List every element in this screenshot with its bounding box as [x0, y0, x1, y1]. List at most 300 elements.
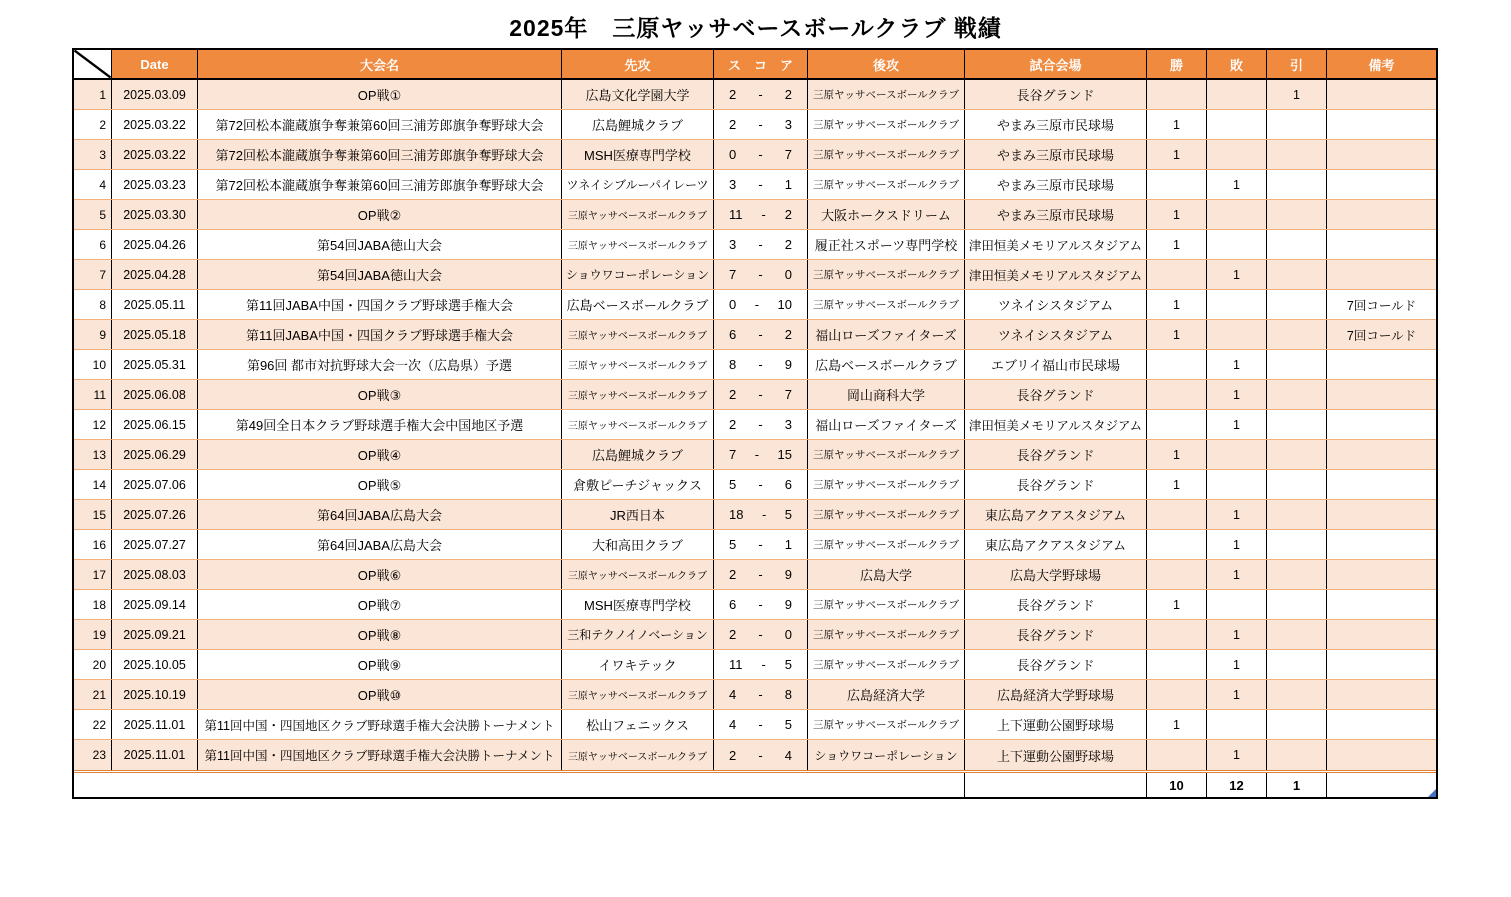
- score-left-value: 8: [729, 357, 737, 372]
- score-right-value: 8: [784, 687, 792, 702]
- row-number-cell[interactable]: 13: [74, 440, 112, 469]
- tournament-cell[interactable]: 第11回中国・四国地区クラブ野球選手権大会決勝トーナメント: [198, 710, 562, 739]
- remarks-cell[interactable]: [1327, 350, 1436, 379]
- date-cell[interactable]: 2025.07.06: [112, 470, 198, 499]
- col-header-score[interactable]: ス コ ア: [714, 50, 808, 78]
- table-row: [74, 530, 1436, 560]
- col-header-loss[interactable]: 敗: [1207, 50, 1267, 78]
- score-left-value: 2: [729, 417, 737, 432]
- venue-cell[interactable]: やまみ三原市民球場: [965, 200, 1147, 229]
- first-team-cell[interactable]: 三原ヤッサベースボールクラブ: [562, 320, 714, 349]
- venue-cell[interactable]: 長谷グランド: [965, 80, 1147, 109]
- draw-cell[interactable]: [1267, 740, 1327, 770]
- row-number-cell[interactable]: 21: [74, 680, 112, 709]
- first-team-cell[interactable]: MSH医療専門学校: [562, 140, 714, 169]
- venue-cell[interactable]: 津田恒美メモリアルスタジアム: [965, 410, 1147, 439]
- date-cell[interactable]: 2025.09.14: [112, 590, 198, 619]
- date-cell[interactable]: 2025.07.27: [112, 530, 198, 559]
- second-team-cell[interactable]: 三原ヤッサベースボールクラブ: [808, 80, 965, 109]
- venue-cell[interactable]: やまみ三原市民球場: [965, 110, 1147, 139]
- second-team-cell[interactable]: 広島大学: [808, 560, 965, 589]
- totals-empty-left-cell[interactable]: [74, 773, 965, 797]
- date-cell[interactable]: 2025.11.01: [112, 710, 198, 739]
- remarks-cell[interactable]: [1327, 560, 1436, 589]
- score-separator: -: [758, 387, 763, 402]
- remarks-cell[interactable]: [1327, 590, 1436, 619]
- corner-diagonal-cell[interactable]: [74, 50, 112, 78]
- loss-cell[interactable]: [1207, 290, 1267, 319]
- score-right-value: 2: [784, 327, 792, 342]
- win-cell[interactable]: 1: [1147, 290, 1207, 319]
- venue-cell[interactable]: やまみ三原市民球場: [965, 140, 1147, 169]
- draw-cell[interactable]: [1267, 680, 1327, 709]
- win-cell[interactable]: 1: [1147, 230, 1207, 259]
- tournament-cell[interactable]: 第72回松本瀧蔵旗争奪兼第60回三浦芳郎旗争奪野球大会: [198, 140, 562, 169]
- second-team-cell[interactable]: 岡山商科大学: [808, 380, 965, 409]
- score-right-value: 10: [777, 297, 792, 312]
- score-cell[interactable]: [714, 500, 808, 529]
- win-cell[interactable]: [1147, 650, 1207, 679]
- score-left-value: 0: [729, 147, 737, 162]
- win-cell[interactable]: 1: [1147, 710, 1207, 739]
- table-row: [74, 140, 1436, 170]
- score-cell[interactable]: [714, 560, 808, 589]
- tournament-cell[interactable]: OP戦⑦: [198, 590, 562, 619]
- second-team-cell[interactable]: 広島経済大学: [808, 680, 965, 709]
- totals-loss-cell[interactable]: 12: [1207, 773, 1267, 797]
- tournament-cell[interactable]: 第72回松本瀧蔵旗争奪兼第60回三浦芳郎旗争奪野球大会: [198, 110, 562, 139]
- tournament-cell[interactable]: OP戦⑧: [198, 620, 562, 649]
- score-cell[interactable]: [714, 320, 808, 349]
- remarks-cell[interactable]: [1327, 410, 1436, 439]
- loss-cell[interactable]: [1207, 320, 1267, 349]
- table-row: [74, 710, 1436, 740]
- score-left-value: 4: [729, 687, 737, 702]
- score-cell[interactable]: [714, 290, 808, 319]
- win-cell[interactable]: [1147, 170, 1207, 199]
- score-cell[interactable]: [714, 590, 808, 619]
- first-team-cell[interactable]: 三和テクノイノベーション: [562, 620, 714, 649]
- loss-cell[interactable]: 1: [1207, 650, 1267, 679]
- second-team-cell[interactable]: 三原ヤッサベースボールクラブ: [808, 500, 965, 529]
- second-team-cell[interactable]: 三原ヤッサベースボールクラブ: [808, 260, 965, 289]
- tournament-cell[interactable]: OP戦②: [198, 200, 562, 229]
- first-team-cell[interactable]: 広島鯉城クラブ: [562, 440, 714, 469]
- first-team-cell[interactable]: 三原ヤッサベースボールクラブ: [562, 380, 714, 409]
- loss-cell[interactable]: 1: [1207, 500, 1267, 529]
- draw-cell[interactable]: [1267, 590, 1327, 619]
- venue-cell[interactable]: 長谷グランド: [965, 470, 1147, 499]
- remarks-cell[interactable]: [1327, 200, 1436, 229]
- second-team-cell[interactable]: 三原ヤッサベースボールクラブ: [808, 530, 965, 559]
- row-number-cell[interactable]: 20: [74, 650, 112, 679]
- win-cell[interactable]: [1147, 410, 1207, 439]
- date-cell[interactable]: 2025.04.28: [112, 260, 198, 289]
- row-number-cell[interactable]: 19: [74, 620, 112, 649]
- table-row: [74, 200, 1436, 230]
- draw-cell[interactable]: [1267, 560, 1327, 589]
- score-right-value: 1: [784, 537, 792, 552]
- remarks-cell[interactable]: [1327, 260, 1436, 289]
- venue-cell[interactable]: 長谷グランド: [965, 620, 1147, 649]
- score-cell[interactable]: [714, 140, 808, 169]
- row-number-cell[interactable]: 5: [74, 200, 112, 229]
- tournament-cell[interactable]: 第49回全日本クラブ野球選手権大会中国地区予選: [198, 410, 562, 439]
- score-left-value: 2: [729, 387, 737, 402]
- table-row: [74, 440, 1436, 470]
- tournament-cell[interactable]: OP戦①: [198, 80, 562, 109]
- tournament-cell[interactable]: 第64回JABA広島大会: [198, 530, 562, 559]
- tournament-cell[interactable]: 第11回JABA中国・四国クラブ野球選手権大会: [198, 320, 562, 349]
- totals-win-cell[interactable]: 10: [1147, 773, 1207, 797]
- totals-row: [74, 770, 1436, 797]
- row-number-cell[interactable]: 4: [74, 170, 112, 199]
- tournament-cell[interactable]: 第72回松本瀧蔵旗争奪兼第60回三浦芳郎旗争奪野球大会: [198, 170, 562, 199]
- remarks-cell[interactable]: [1327, 170, 1436, 199]
- col-header-venue[interactable]: 試合会場: [965, 50, 1147, 78]
- loss-cell[interactable]: [1207, 590, 1267, 619]
- win-cell[interactable]: 1: [1147, 140, 1207, 169]
- tournament-cell[interactable]: OP戦⑨: [198, 650, 562, 679]
- win-cell[interactable]: [1147, 350, 1207, 379]
- table-row: [74, 410, 1436, 440]
- second-team-cell[interactable]: 三原ヤッサベースボールクラブ: [808, 440, 965, 469]
- totals-draw-cell[interactable]: 1: [1267, 773, 1327, 797]
- tournament-cell[interactable]: OP戦④: [198, 440, 562, 469]
- first-team-cell[interactable]: 三原ヤッサベースボールクラブ: [562, 560, 714, 589]
- first-team-cell[interactable]: 三原ヤッサベースボールクラブ: [562, 410, 714, 439]
- col-header-second-team[interactable]: 後攻: [808, 50, 965, 78]
- score-separator: -: [761, 507, 767, 522]
- table-row: [74, 110, 1436, 140]
- score-separator: -: [758, 117, 763, 132]
- score-separator: -: [758, 717, 763, 732]
- venue-cell[interactable]: ツネイシスタジアム: [965, 320, 1147, 349]
- loss-cell[interactable]: 1: [1207, 530, 1267, 559]
- remarks-cell[interactable]: [1327, 140, 1436, 169]
- second-team-cell[interactable]: 福山ローズファイターズ: [808, 410, 965, 439]
- remarks-cell[interactable]: [1327, 470, 1436, 499]
- loss-cell[interactable]: [1207, 140, 1267, 169]
- date-cell[interactable]: 2025.03.23: [112, 170, 198, 199]
- date-cell[interactable]: 2025.03.22: [112, 140, 198, 169]
- score-cell[interactable]: [714, 710, 808, 739]
- loss-cell[interactable]: [1207, 110, 1267, 139]
- remarks-cell[interactable]: [1327, 380, 1436, 409]
- loss-cell[interactable]: 1: [1207, 620, 1267, 649]
- first-team-cell[interactable]: 三原ヤッサベースボールクラブ: [562, 350, 714, 379]
- first-team-cell[interactable]: MSH医療専門学校: [562, 590, 714, 619]
- first-team-cell[interactable]: 広島ベースボールクラブ: [562, 290, 714, 319]
- venue-cell[interactable]: やまみ三原市民球場: [965, 170, 1147, 199]
- score-left-value: 11: [729, 657, 743, 672]
- draw-cell[interactable]: [1267, 710, 1327, 739]
- date-cell[interactable]: 2025.03.30: [112, 200, 198, 229]
- score-cell[interactable]: [714, 620, 808, 649]
- win-cell[interactable]: 1: [1147, 440, 1207, 469]
- second-team-cell[interactable]: 大阪ホークスドリーム: [808, 200, 965, 229]
- tournament-cell[interactable]: 第54回JABA徳山大会: [198, 260, 562, 289]
- win-cell[interactable]: [1147, 80, 1207, 109]
- date-cell[interactable]: 2025.07.26: [112, 500, 198, 529]
- col-header-first-team[interactable]: 先攻: [562, 50, 714, 78]
- draw-cell[interactable]: [1267, 260, 1327, 289]
- score-separator: -: [758, 477, 763, 492]
- score-cell[interactable]: [714, 650, 808, 679]
- first-team-cell[interactable]: 三原ヤッサベースボールクラブ: [562, 740, 714, 770]
- date-cell[interactable]: 2025.03.22: [112, 110, 198, 139]
- venue-cell[interactable]: 広島経済大学野球場: [965, 680, 1147, 709]
- win-cell[interactable]: [1147, 680, 1207, 709]
- loss-cell[interactable]: [1207, 230, 1267, 259]
- row-number-cell[interactable]: 12: [74, 410, 112, 439]
- row-number-cell[interactable]: 22: [74, 710, 112, 739]
- draw-cell[interactable]: [1267, 320, 1327, 349]
- draw-cell[interactable]: [1267, 500, 1327, 529]
- first-team-cell[interactable]: ツネイシブルーパイレーツ: [562, 170, 714, 199]
- row-number-cell[interactable]: 23: [74, 740, 112, 770]
- loss-cell[interactable]: 1: [1207, 260, 1267, 289]
- loss-cell[interactable]: [1207, 200, 1267, 229]
- loss-cell[interactable]: [1207, 470, 1267, 499]
- score-left-value: 4: [729, 717, 737, 732]
- row-number-cell[interactable]: 16: [74, 530, 112, 559]
- draw-cell[interactable]: [1267, 230, 1327, 259]
- first-team-cell[interactable]: 松山フェニックス: [562, 710, 714, 739]
- win-cell[interactable]: 1: [1147, 200, 1207, 229]
- draw-cell[interactable]: [1267, 410, 1327, 439]
- draw-cell[interactable]: [1267, 140, 1327, 169]
- win-cell[interactable]: 1: [1147, 470, 1207, 499]
- score-left-value: 2: [729, 117, 737, 132]
- win-cell[interactable]: [1147, 260, 1207, 289]
- date-cell[interactable]: 2025.06.08: [112, 380, 198, 409]
- score-cell[interactable]: [714, 200, 808, 229]
- second-team-cell[interactable]: 履正社スポーツ専門学校: [808, 230, 965, 259]
- date-cell[interactable]: 2025.10.05: [112, 650, 198, 679]
- first-team-cell[interactable]: 広島鯉城クラブ: [562, 110, 714, 139]
- row-number-cell[interactable]: 3: [74, 140, 112, 169]
- win-cell[interactable]: [1147, 530, 1207, 559]
- loss-cell[interactable]: 1: [1207, 680, 1267, 709]
- remarks-cell[interactable]: [1327, 680, 1436, 709]
- row-number-cell[interactable]: 10: [74, 350, 112, 379]
- venue-cell[interactable]: 長谷グランド: [965, 650, 1147, 679]
- date-cell[interactable]: 2025.05.11: [112, 290, 198, 319]
- win-cell[interactable]: [1147, 620, 1207, 649]
- date-cell[interactable]: 2025.05.31: [112, 350, 198, 379]
- date-cell[interactable]: 2025.04.26: [112, 230, 198, 259]
- col-header-tournament[interactable]: 大会名: [198, 50, 562, 78]
- first-team-cell[interactable]: 広島文化学園大学: [562, 80, 714, 109]
- loss-cell[interactable]: 1: [1207, 350, 1267, 379]
- second-team-cell[interactable]: 三原ヤッサベースボールクラブ: [808, 620, 965, 649]
- remarks-cell[interactable]: 7回コールド: [1346, 298, 1417, 313]
- win-cell[interactable]: [1147, 740, 1207, 770]
- loss-cell[interactable]: 1: [1207, 170, 1267, 199]
- venue-cell[interactable]: 広島大学野球場: [965, 560, 1147, 589]
- first-team-cell[interactable]: 倉敷ピーチジャックス: [562, 470, 714, 499]
- win-cell[interactable]: 1: [1147, 110, 1207, 139]
- second-team-cell[interactable]: 三原ヤッサベースボールクラブ: [808, 590, 965, 619]
- second-team-cell[interactable]: 三原ヤッサベースボールクラブ: [808, 140, 965, 169]
- remarks-cell[interactable]: [1327, 110, 1436, 139]
- row-number-cell[interactable]: 15: [74, 500, 112, 529]
- score-cell[interactable]: [714, 260, 808, 289]
- second-team-cell[interactable]: 三原ヤッサベースボールクラブ: [808, 710, 965, 739]
- score-cell[interactable]: [714, 440, 808, 469]
- draw-cell[interactable]: [1267, 380, 1327, 409]
- remarks-cell[interactable]: [1327, 650, 1436, 679]
- draw-cell[interactable]: [1267, 650, 1327, 679]
- tournament-cell[interactable]: 第54回JABA徳山大会: [198, 230, 562, 259]
- date-cell[interactable]: 2025.10.19: [112, 680, 198, 709]
- score-cell[interactable]: [714, 680, 808, 709]
- loss-cell[interactable]: [1207, 80, 1267, 109]
- loss-cell[interactable]: 1: [1207, 410, 1267, 439]
- first-team-cell[interactable]: 三原ヤッサベースボールクラブ: [562, 230, 714, 259]
- first-team-cell[interactable]: イワキテック: [562, 650, 714, 679]
- second-team-cell[interactable]: 三原ヤッサベースボールクラブ: [808, 650, 965, 679]
- loss-cell[interactable]: [1207, 440, 1267, 469]
- remarks-cell[interactable]: [1327, 710, 1436, 739]
- date-cell[interactable]: 2025.11.01: [112, 740, 198, 770]
- win-cell[interactable]: [1147, 500, 1207, 529]
- win-cell[interactable]: 1: [1147, 590, 1207, 619]
- venue-cell[interactable]: 上下運動公園野球場: [965, 740, 1147, 770]
- loss-cell[interactable]: 1: [1207, 380, 1267, 409]
- tournament-cell[interactable]: 第96回 都市対抗野球大会一次（広島県）予選: [198, 350, 562, 379]
- venue-cell[interactable]: ツネイシスタジアム: [965, 290, 1147, 319]
- tournament-cell[interactable]: OP戦⑥: [198, 560, 562, 589]
- score-cell[interactable]: [714, 230, 808, 259]
- venue-cell[interactable]: 長谷グランド: [965, 380, 1147, 409]
- table-row: [74, 650, 1436, 680]
- col-header-draw[interactable]: 引: [1267, 50, 1327, 78]
- second-team-cell[interactable]: 三原ヤッサベースボールクラブ: [808, 170, 965, 199]
- score-cell[interactable]: [714, 740, 808, 770]
- second-team-cell[interactable]: 三原ヤッサベースボールクラブ: [808, 470, 965, 499]
- venue-cell[interactable]: 東広島アクアスタジアム: [965, 530, 1147, 559]
- venue-cell[interactable]: エブリイ福山市民球場: [965, 350, 1147, 379]
- remarks-cell[interactable]: 7回コールド: [1346, 328, 1417, 343]
- remarks-cell[interactable]: [1327, 440, 1436, 469]
- draw-cell[interactable]: [1267, 620, 1327, 649]
- loss-cell[interactable]: [1207, 710, 1267, 739]
- tournament-cell[interactable]: OP戦⑤: [198, 470, 562, 499]
- loss-cell[interactable]: 1: [1207, 560, 1267, 589]
- tournament-cell[interactable]: OP戦⑩: [198, 680, 562, 709]
- row-number-cell[interactable]: 17: [74, 560, 112, 589]
- date-cell[interactable]: 2025.05.18: [112, 320, 198, 349]
- row-number-cell[interactable]: 2: [74, 110, 112, 139]
- score-cell[interactable]: [714, 380, 808, 409]
- totals-remarks-cell[interactable]: [1327, 773, 1436, 797]
- venue-cell[interactable]: 長谷グランド: [965, 440, 1147, 469]
- draw-cell[interactable]: 1: [1267, 80, 1327, 109]
- first-team-cell[interactable]: 大和高田クラブ: [562, 530, 714, 559]
- row-number-cell[interactable]: 14: [74, 470, 112, 499]
- second-team-cell[interactable]: 福山ローズファイターズ: [808, 320, 965, 349]
- date-cell[interactable]: 2025.09.21: [112, 620, 198, 649]
- remarks-cell[interactable]: [1327, 230, 1436, 259]
- row-number-cell[interactable]: 7: [74, 260, 112, 289]
- remarks-cell[interactable]: [1327, 740, 1436, 770]
- draw-cell[interactable]: [1267, 200, 1327, 229]
- remarks-cell[interactable]: [1327, 80, 1436, 109]
- score-cell[interactable]: [714, 530, 808, 559]
- row-number-cell[interactable]: 9: [74, 320, 112, 349]
- venue-cell[interactable]: 津田恒美メモリアルスタジアム: [965, 230, 1147, 259]
- draw-cell[interactable]: [1267, 110, 1327, 139]
- score-cell[interactable]: [714, 170, 808, 199]
- tournament-cell[interactable]: 第11回JABA中国・四国クラブ野球選手権大会: [198, 290, 562, 319]
- col-header-win[interactable]: 勝: [1147, 50, 1207, 78]
- venue-cell[interactable]: 東広島アクアスタジアム: [965, 500, 1147, 529]
- totals-venue-cell[interactable]: [965, 773, 1147, 797]
- tournament-cell[interactable]: OP戦③: [198, 380, 562, 409]
- row-number-cell[interactable]: 18: [74, 590, 112, 619]
- score-right-value: 5: [784, 717, 792, 732]
- win-cell[interactable]: [1147, 380, 1207, 409]
- second-team-cell[interactable]: 広島ベースボールクラブ: [808, 350, 965, 379]
- remarks-cell[interactable]: [1327, 620, 1436, 649]
- second-team-cell[interactable]: 三原ヤッサベースボールクラブ: [808, 290, 965, 319]
- draw-cell[interactable]: [1267, 530, 1327, 559]
- score-cell[interactable]: [714, 350, 808, 379]
- venue-cell[interactable]: 長谷グランド: [965, 590, 1147, 619]
- row-number-cell[interactable]: 6: [74, 230, 112, 259]
- second-team-cell[interactable]: 三原ヤッサベースボールクラブ: [808, 110, 965, 139]
- loss-cell[interactable]: 1: [1207, 740, 1267, 770]
- col-header-remarks[interactable]: 備考: [1327, 50, 1436, 78]
- draw-cell[interactable]: [1267, 350, 1327, 379]
- score-cell[interactable]: [714, 470, 808, 499]
- date-cell[interactable]: 2025.06.15: [112, 410, 198, 439]
- date-cell[interactable]: 2025.08.03: [112, 560, 198, 589]
- second-team-cell[interactable]: ショウワコーポレーション: [808, 740, 965, 770]
- win-cell[interactable]: [1147, 560, 1207, 589]
- row-number-cell[interactable]: 11: [74, 380, 112, 409]
- row-number-cell[interactable]: 8: [74, 290, 112, 319]
- score-cell[interactable]: [714, 410, 808, 439]
- win-cell[interactable]: 1: [1147, 320, 1207, 349]
- score-right-value: 7: [784, 147, 792, 162]
- draw-cell[interactable]: [1267, 470, 1327, 499]
- draw-cell[interactable]: [1267, 290, 1327, 319]
- tournament-cell[interactable]: 第11回中国・四国地区クラブ野球選手権大会決勝トーナメント: [198, 740, 562, 770]
- score-cell[interactable]: [714, 110, 808, 139]
- first-team-cell[interactable]: 三原ヤッサベースボールクラブ: [562, 680, 714, 709]
- score-cell[interactable]: [714, 80, 808, 109]
- date-cell[interactable]: 2025.03.09: [112, 80, 198, 109]
- venue-cell[interactable]: 津田恒美メモリアルスタジアム: [965, 260, 1147, 289]
- remarks-cell[interactable]: [1327, 530, 1436, 559]
- score-left-value: 6: [729, 327, 737, 342]
- score-right-value: 5: [784, 657, 792, 672]
- remarks-cell[interactable]: [1327, 500, 1436, 529]
- tournament-cell[interactable]: 第64回JABA広島大会: [198, 500, 562, 529]
- first-team-cell[interactable]: ショウワコーポレーション: [562, 260, 714, 289]
- date-cell[interactable]: 2025.06.29: [112, 440, 198, 469]
- row-number-cell[interactable]: 1: [74, 80, 112, 109]
- draw-cell[interactable]: [1267, 440, 1327, 469]
- first-team-cell[interactable]: JR西日本: [562, 500, 714, 529]
- draw-cell[interactable]: [1267, 170, 1327, 199]
- venue-cell[interactable]: 上下運動公園野球場: [965, 710, 1147, 739]
- first-team-cell[interactable]: 三原ヤッサベースボールクラブ: [562, 200, 714, 229]
- col-header-date[interactable]: Date: [112, 50, 198, 78]
